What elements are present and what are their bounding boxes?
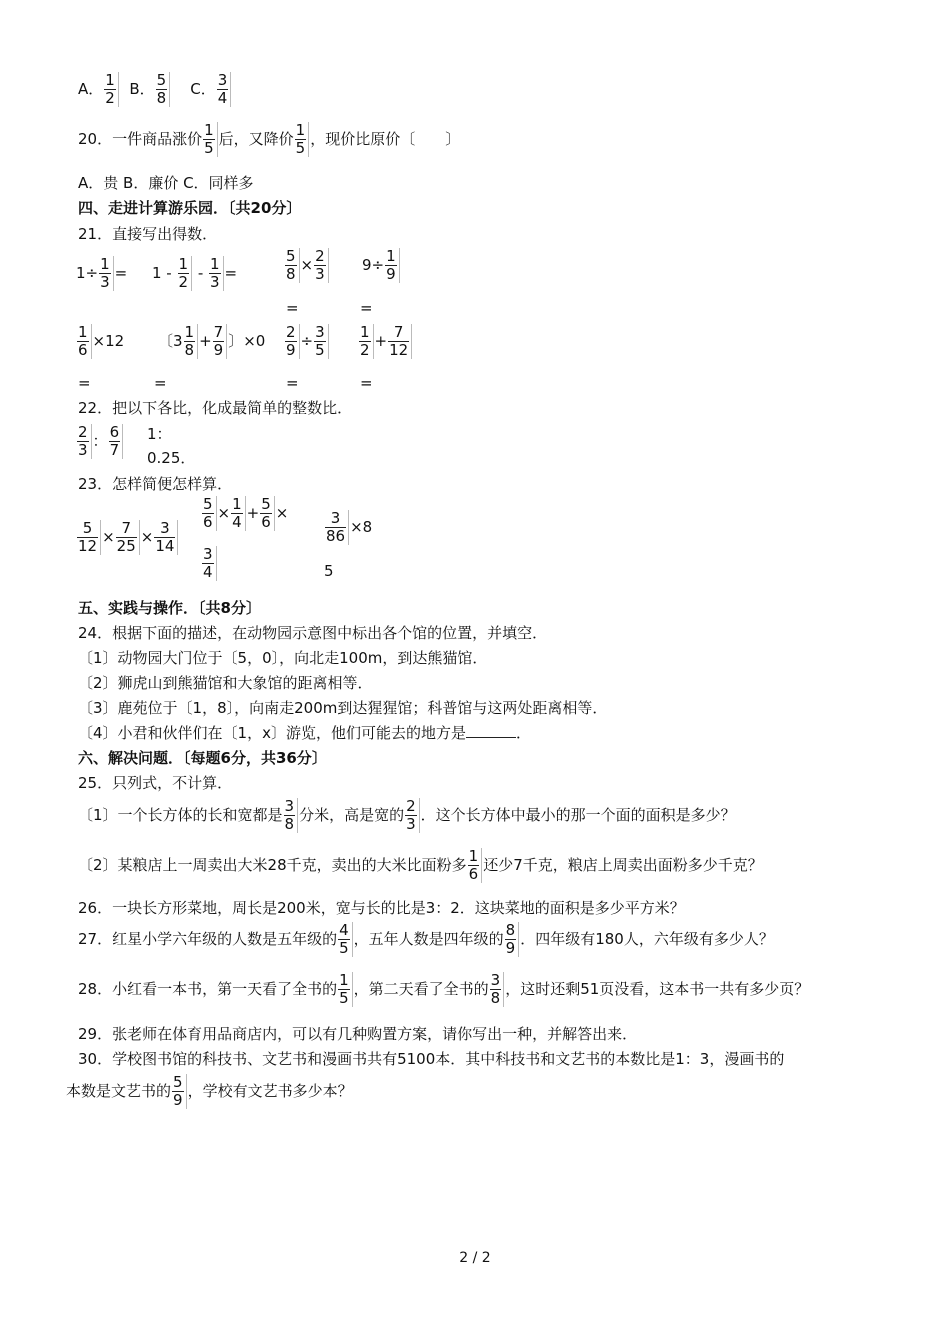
question-21-title: 21．直接写出得数． xyxy=(78,225,218,243)
fraction: $\frac{1}{2}$ xyxy=(178,256,193,291)
section-6-heading: 六、解决问题．〔每题6分，共36分〕 xyxy=(78,749,327,767)
fraction: $\frac{3}{14}$ xyxy=(154,520,178,555)
q21-expr-6: 〔3 $\frac{1}{8}$ + $\frac{7}{9}$ 〕×0 xyxy=(158,323,266,359)
fraction: $\frac{3}{4}$ xyxy=(217,72,232,107)
fraction: $\frac{1}{2}$ xyxy=(359,324,374,359)
fraction: $\frac{3}{8}$ xyxy=(490,972,505,1007)
fraction: $\frac{1}{5}$ xyxy=(295,122,310,157)
question-27: 27．红星小学六年级的人数是五年级的 $\frac{4}{5}$ ，五年人数是四年级的 $\frac{8}{9}$ ．四年级有180人，六年级有多少人？ xyxy=(78,921,774,957)
q24-line-4: 〔4〕小君和伙伴们在〔1，x〕游览，他们可能去的地方是 ． xyxy=(78,724,531,742)
q23-expr-3: $\frac{3}{86}$ ×8 xyxy=(326,509,373,545)
equals: = xyxy=(286,374,299,392)
fraction: $\frac{5}{8}$ xyxy=(285,248,300,283)
fraction: $\frac{1}{8}$ xyxy=(184,324,199,359)
q25-part-2: 〔2〕某粮店上一周卖出大米28千克，卖出的大米比面粉多 $\frac{1}{6}$ 还少7千克，粮店上周卖出面粉多少千克？ xyxy=(78,847,763,883)
question-26: 26．一块长方形菜地，周长是200米，宽与长的比是3：2．这块菜地的面积是多少平方米？ xyxy=(78,899,685,917)
fraction: $\frac{1}{3}$ xyxy=(99,256,114,291)
q23-expr-2-cont xyxy=(201,546,218,581)
q24-line-3: 〔3〕鹿苑位于〔1，8〕，向南走200m到达猩猩馆；科普馆与这两处距离相等． xyxy=(78,699,608,717)
fraction: $\frac{2}{3}$ xyxy=(405,798,420,833)
fraction: $\frac{2}{3}$ xyxy=(77,424,92,459)
q23-expr-3-cont: 5 xyxy=(324,562,334,580)
q25-part-1: 〔1〕一个长方体的长和宽都是 $\frac{3}{8}$ 分米，高是宽的 $\frac{2}{3}$ ．这个长方体中最小的那一个面的面积是多少？ xyxy=(78,797,736,833)
fraction: $\frac{1}{6}$ xyxy=(77,324,92,359)
fraction: $\frac{5}{9}$ xyxy=(172,1074,187,1109)
fraction: $\frac{1}{2}$ xyxy=(104,72,119,107)
fraction: $\frac{3}{8}$ xyxy=(284,798,299,833)
fraction: $\frac{3}{4}$ xyxy=(202,546,217,581)
equals: = xyxy=(360,299,373,317)
fraction: $\frac{5}{12}$ xyxy=(77,520,101,555)
fraction: $\frac{5}{6}$ xyxy=(202,496,217,531)
fraction: $\frac{1}{6}$ xyxy=(468,848,483,883)
q19-options: A． $\frac{1}{2}$ B． $\frac{5}{8}$ C． $\frac{3}{4}$ xyxy=(78,72,232,107)
equals: = xyxy=(154,374,167,392)
fraction: $\frac{7}{12}$ xyxy=(388,324,412,359)
section-5-heading: 五、实践与操作．〔共8分〕 xyxy=(78,599,261,617)
fraction: $\frac{7}{9}$ xyxy=(213,324,228,359)
fraction: $\frac{2}{9}$ xyxy=(285,324,300,359)
fraction: $\frac{5}{8}$ xyxy=(156,72,171,107)
question-25-title: 25．只列式，不计算． xyxy=(78,774,233,792)
question-30-cont: 本数是文艺书的 $\frac{5}{9}$ ，学校有文艺书多少本？ xyxy=(66,1073,353,1109)
q23-expr-2: $\frac{5}{6}$ × $\frac{1}{4}$ + $\frac{5}{6}$ × xyxy=(203,495,289,531)
q21-expr-3: $\frac{5}{8}$ × $\frac{2}{3}$ xyxy=(284,248,330,283)
equals: = xyxy=(78,374,91,392)
q24-line-1: 〔1〕动物园大门位于〔5，0〕，向北走100m，到达熊猫馆． xyxy=(78,649,488,667)
fraction: $\frac{7}{25}$ xyxy=(116,520,140,555)
fraction: $\frac{1}{3}$ xyxy=(209,256,224,291)
q24-line-2: 〔2〕狮虎山到熊猫馆和大象馆的距离相等． xyxy=(78,674,373,692)
q22-ratio: $\frac{2}{3}$ ： $\frac{6}{7}$ xyxy=(76,424,124,459)
q23-expr-1: $\frac{5}{12}$ × $\frac{7}{25}$ × $\frac{3}{14}$ xyxy=(76,520,179,555)
fraction: $\frac{3}{86}$ xyxy=(325,510,349,545)
q21-expr-1: 1÷ $\frac{1}{3}$ = xyxy=(76,255,128,291)
q21-expr-5: $\frac{1}{6}$ ×12 xyxy=(78,323,125,359)
fraction: $\frac{1}{4}$ xyxy=(231,496,246,531)
q21-expr-4: 9÷ $\frac{1}{9}$ xyxy=(362,248,401,283)
section-4-heading: 四、走进计算游乐园．〔共20分〕 xyxy=(78,199,302,217)
fraction: $\frac{2}{3}$ xyxy=(314,248,329,283)
q22-ratio-2b: 0.25． xyxy=(147,449,196,467)
fraction: $\frac{5}{6}$ xyxy=(260,496,275,531)
question-24-title: 24．根据下面的描述，在动物园示意图中标出各个馆的位置，并填空． xyxy=(78,624,548,642)
q21-expr-8: $\frac{1}{2}$ + $\frac{7}{12}$ xyxy=(358,324,413,359)
answer-blank[interactable] xyxy=(466,723,516,738)
question-23-title: 23．怎样简便怎样算． xyxy=(78,475,233,493)
q21-expr-7: $\frac{2}{9}$ ÷ $\frac{3}{5}$ xyxy=(284,324,330,359)
fraction: $\frac{4}{5}$ xyxy=(338,922,353,957)
question-22-title: 22．把以下各比，化成最简单的整数比． xyxy=(78,399,353,417)
question-29: 29．张老师在体育用品商店内，可以有几种购置方案，请你写出一种，并解答出来． xyxy=(78,1025,638,1043)
page-number: 2 / 2 xyxy=(459,1250,491,1266)
fraction: $\frac{1}{5}$ xyxy=(338,972,353,1007)
q22-ratio-2a: 1： xyxy=(147,425,172,443)
fraction: $\frac{8}{9}$ xyxy=(505,922,520,957)
question-28: 28．小红看一本书，第一天看了全书的 $\frac{1}{5}$ ，第二天看了全书的 $\frac{3}{8}$ ，这时还剩51页没看，这本书一共有多少页？ xyxy=(78,971,810,1007)
equals: = xyxy=(286,299,299,317)
fraction: $\frac{1}{5}$ xyxy=(203,122,218,157)
question-30: 30．学校图书馆的科技书、文艺书和漫画书共有5100本．其中科技书和文艺书的本数比是1：3，漫画书的 xyxy=(78,1050,785,1068)
equals: = xyxy=(360,374,373,392)
q21-expr-2: 1 - $\frac{1}{2}$ - $\frac{1}{3}$ = xyxy=(152,255,238,291)
fraction: $\frac{6}{7}$ xyxy=(109,424,124,459)
fraction: $\frac{3}{5}$ xyxy=(314,324,329,359)
question-20-options: A．贵 B．廉价 C．同样多 xyxy=(78,174,254,192)
fraction: $\frac{1}{9}$ xyxy=(385,248,400,283)
question-20: 20．一件商品涨价 $\frac{1}{5}$ 后，又降价 $\frac{1}{5}$ ，现价比原价〔 〕 xyxy=(78,121,461,157)
